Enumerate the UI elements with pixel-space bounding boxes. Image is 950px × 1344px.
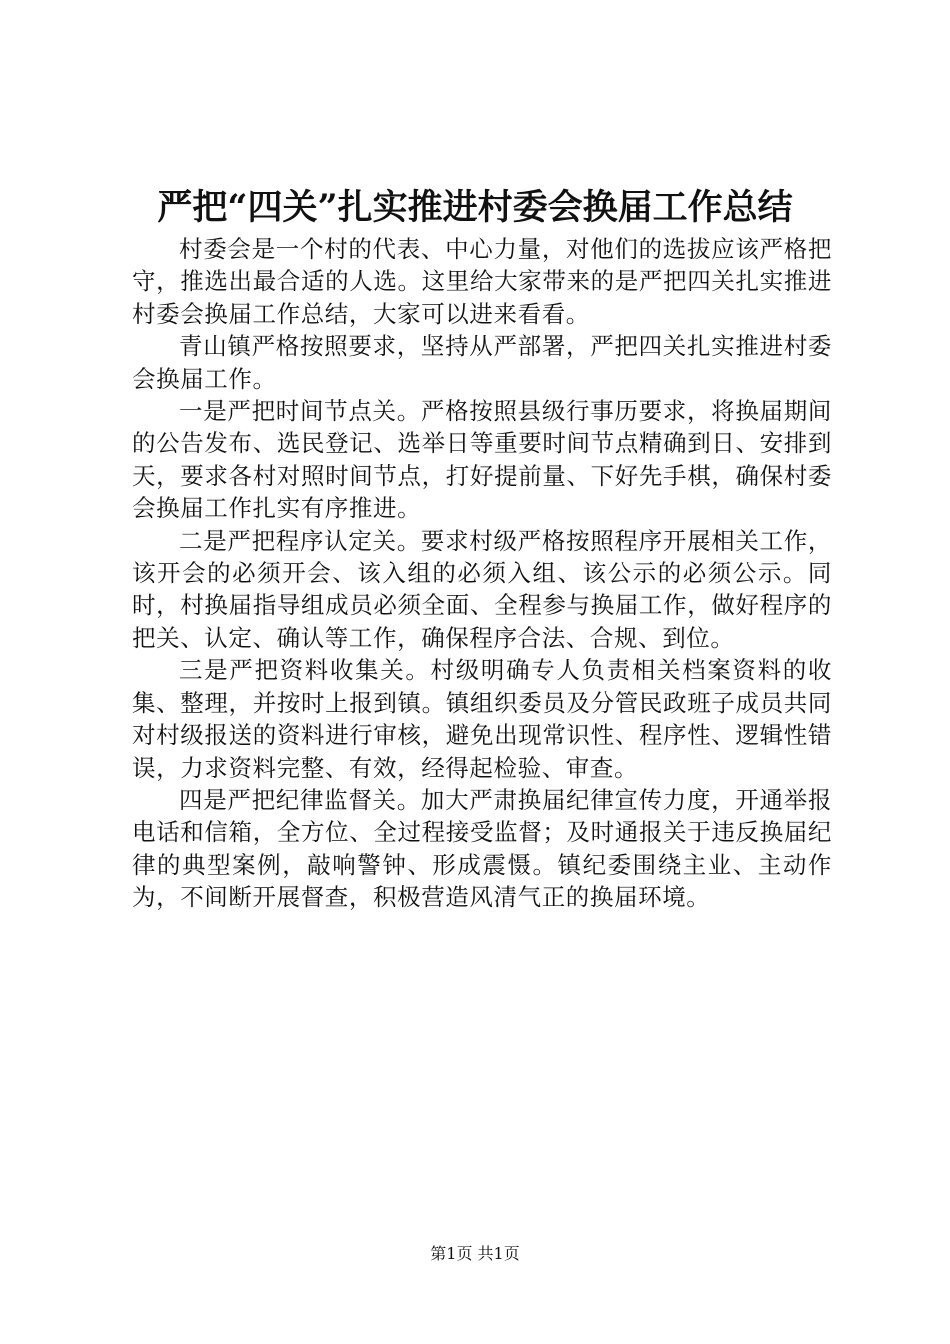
paragraph-summary: 青山镇严格按照要求，坚持从严部署，严把四关扎实推进村委会换届工作。 [132,332,832,393]
paragraph-intro: 村委会是一个村的代表、中心力量，对他们的选拔应该严格把守，推选出最合适的人选。这里给大家带来的是严把四关扎实推进村委会换届工作总结，大家可以进来看看。 [132,235,832,328]
page-footer: 第1页 共1页 [430,1244,520,1263]
paragraph-materials: 三是严把资料收集关。村级明确专人负责相关档案资料的收集、整理，并按时上报到镇。镇组织委员及分管民政班子成员共同对村级报送的资料进行审核，避免出现常识性、程序性、逻辑性错误，力求资料完整、有效，经得起检验、审查。 [132,656,832,782]
paragraph-time-node: 一是严把时间节点关。严格按照县级行事历要求，将换届期间的公告发布、选民登记、选举日等重要时间节点精确到日、安排到天，要求各村对照时间节点，打好提前量、下好先手棋，确保村委会换届工作扎实有序推进。 [132,397,832,523]
paragraph-procedure: 二是严把程序认定关。要求村级严格按照程序开展相关工作，该开会的必须开会、该入组的必须入组、该公示的必须公示。同时，村换届指导组成员必须全面、全程参与换届工作，做好程序的把关、认定、确认等工作，确保程序合法、合规、到位。 [132,526,832,652]
document-body [132,233,832,914]
paragraph-discipline: 四是严把纪律监督关。加大严肃换届纪律宣传力度，开通举报电话和信箱，全方位、全过程接受监督；及时通报关于违反换届纪律的典型案例，敲响警钟、形成震慑。镇纪委围绕主业、主动作为，不间断开展督查，积极营造风清气正的换届环境。 [132,785,832,912]
document-title: 严把“四关”扎实推进村委会换届工作总结 [157,187,793,228]
